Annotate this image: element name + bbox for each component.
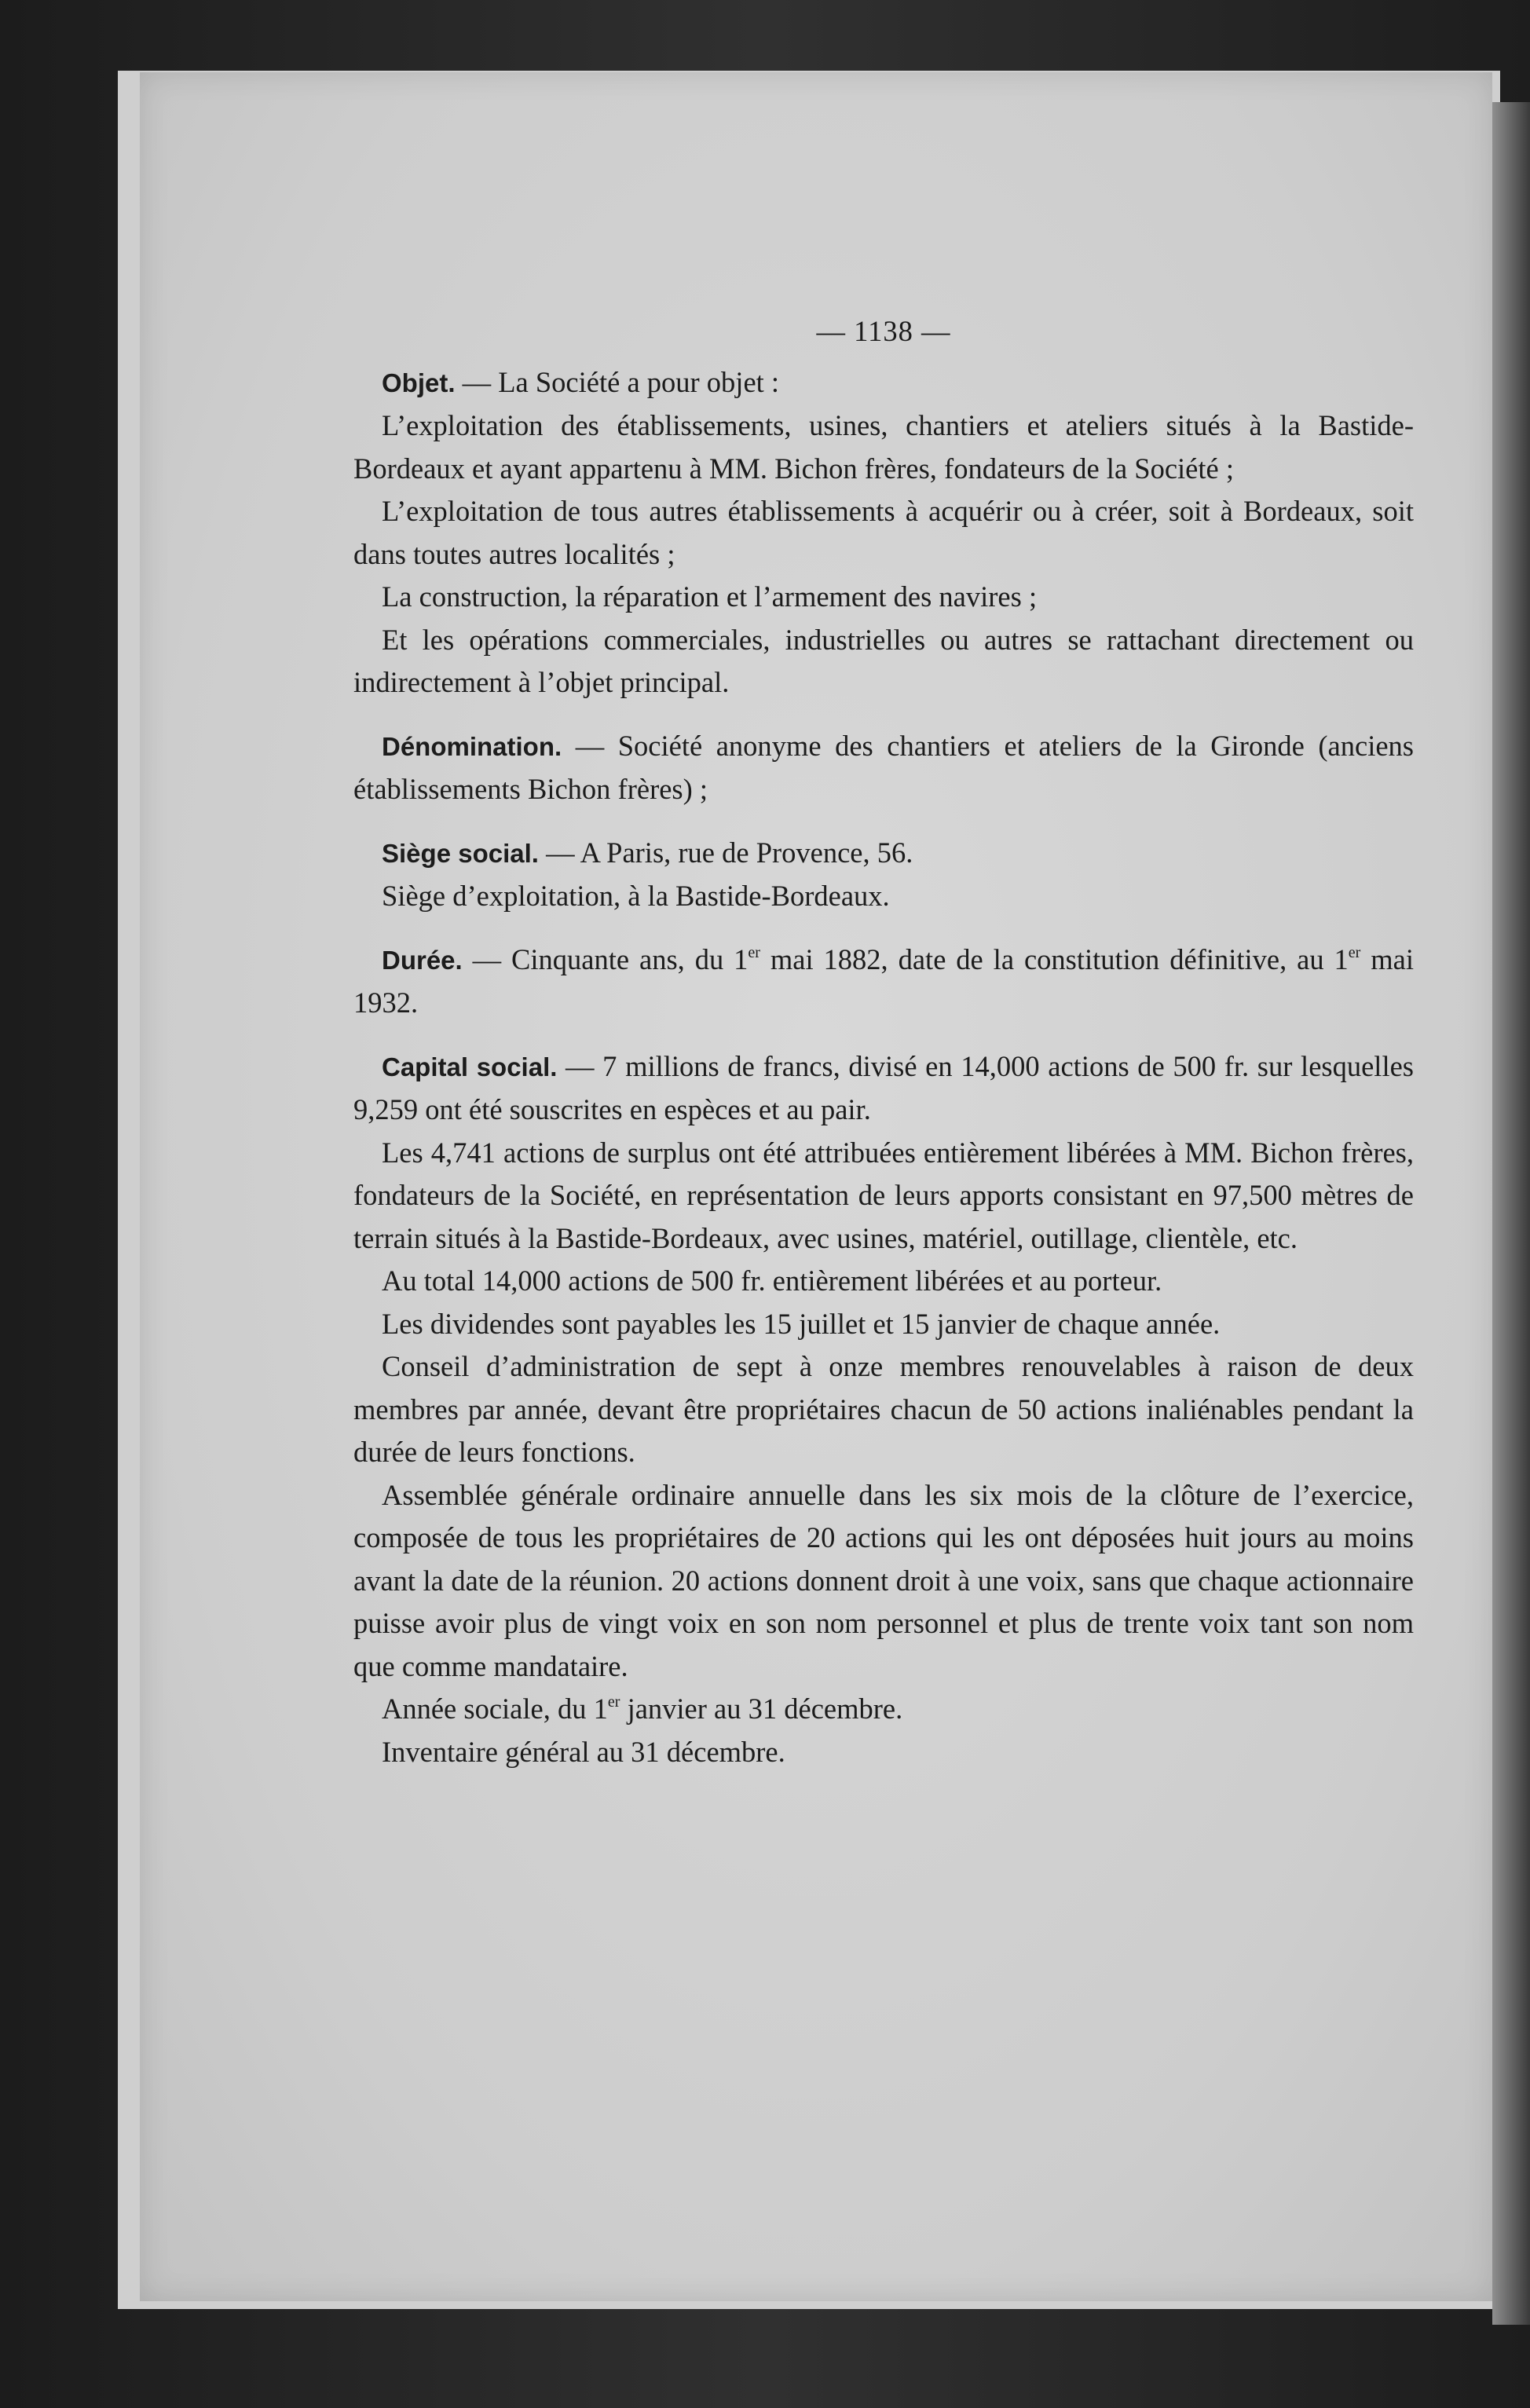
capital-paragraph <box>353 1045 1414 1132</box>
capital-detail: Conseil d’administration de sept à onze membres renouvelables à raison de deux membres par année, devant être propriétaires chacun de 50 actions inaliénables pendant la durée de leurs fonctions. <box>353 1350 1414 1468</box>
inventaire: Inventaire général au 31 décembre. <box>382 1735 785 1768</box>
section-siege <box>353 832 1414 918</box>
objet-item: Et les opérations commerciales, industrielles ou autres se rattachant directement ou indirectement à l’objet principal. <box>353 623 1414 698</box>
capital-detail: Au total 14,000 actions de 500 fr. entièrement libérées et au porteur. <box>382 1264 1162 1297</box>
annee-sociale <box>353 1688 1414 1731</box>
objet-item: La construction, la réparation et l’armement des navires ; <box>382 580 1038 613</box>
duree-text-a: — Cinquante ans, du 1 <box>462 942 749 975</box>
duree-text-b: mai 1882, date de la constitution définitive, au 1 <box>760 942 1349 975</box>
duree-label: Durée. <box>382 945 463 975</box>
capital-label: Capital social. <box>382 1052 558 1081</box>
section-denomination <box>353 725 1414 811</box>
capital-text: — 7 millions de francs, divisé en 14,000 actions de 500 fr. sur lesquelles 9,259 ont été souscrites en espèces et au pair. <box>353 1049 1414 1125</box>
page-number: — 1138 — <box>816 315 951 347</box>
annee-text-a: Année sociale, du 1 <box>382 1693 608 1725</box>
section-duree <box>353 939 1414 1025</box>
objet-intro: — La Société a pour objet : <box>455 365 780 398</box>
objet-item: L’exploitation de tous autres établissements à acquérir ou à créer, soit à Bordeaux, soit dans toutes autres localités ; <box>353 495 1414 570</box>
denomination-paragraph <box>353 725 1414 811</box>
siege-exploitation: Siège d’exploitation, à la Bastide-Bordeaux. <box>382 880 890 912</box>
capital-detail: Les dividendes sont payables les 15 juillet et 15 janvier de chaque année. <box>382 1307 1221 1340</box>
denomination-text: — Société anonyme des chantiers et ateliers de la Gironde (anciens établissements Bichon frères) ; <box>353 729 1414 805</box>
duree-paragraph <box>353 939 1414 1025</box>
duree-sup-b: er <box>1348 943 1361 961</box>
annee-text-b: janvier au 31 décembre. <box>620 1693 903 1725</box>
document-body <box>353 310 1414 1773</box>
duree-text-c: mai 1932. <box>353 942 1415 1019</box>
denomination-label: Dénomination. <box>382 731 562 761</box>
siege-paragraph <box>353 832 1414 876</box>
annee-sup: er <box>607 1693 620 1711</box>
objet-label: Objet. <box>382 368 456 397</box>
section-capital <box>353 1045 1414 1774</box>
objet-item: L’exploitation des établissements, usines, chantiers et ateliers situés à la Bastide-Bordeaux et ayant appartenu à MM. Bichon frères, fondateurs de la Société ; <box>353 409 1414 485</box>
duree-sup-a: er <box>748 943 760 961</box>
capital-detail: Les 4,741 actions de surplus ont été attribuées entièrement libérées à MM. Bichon frères, fondateurs de la Société, en représentation de leurs apports consistant en 97,500 mètres de terrain situés à la Bastide-Bordeaux, avec usines, matériel, outillage, clientèle, etc. <box>353 1136 1414 1254</box>
capital-detail: Assemblée générale ordinaire annuelle dans les six mois de la clôture de l’exercice, composée de tous les propriétaires de 20 actions qui les ont déposées huit jours au moins avant la date de la réunion. 20 actions donnent droit à une voix, sans que chaque actionnaire puisse avoir plus de vingt voix en son nom personnel et plus de trente voix tant son nom que comme mandataire. <box>353 1478 1414 1682</box>
page-edge <box>1492 102 1530 2325</box>
section-objet <box>353 361 1414 704</box>
siege-label: Siège social. <box>382 838 539 868</box>
objet-heading <box>353 361 1414 405</box>
siege-text: — A Paris, rue de Provence, 56. <box>538 836 913 869</box>
